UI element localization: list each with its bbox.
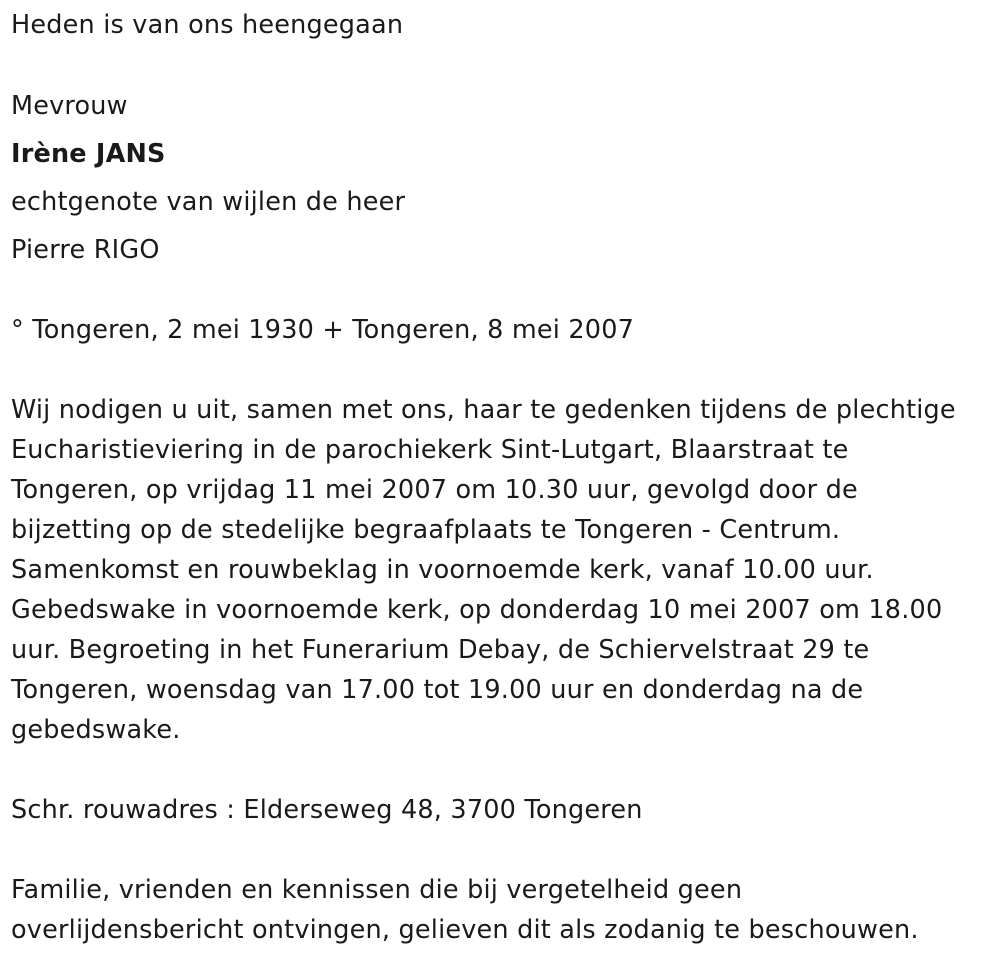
mourning-address: Schr. rouwadres : Elderseweg 48, 3700 Tongeren bbox=[11, 795, 643, 825]
mourning-address-paragraph bbox=[11, 790, 643, 830]
family-note-line: Familie, vrienden en kennissen die bij vergetelheid geen bbox=[11, 875, 743, 905]
spouse-name: Pierre RIGO bbox=[11, 235, 160, 265]
family-note-paragraph bbox=[11, 870, 919, 950]
deceased-name-paragraph bbox=[11, 134, 166, 174]
invitation-line: Eucharistieviering in de parochiekerk Sint-Lutgart, Blaarstraat te bbox=[11, 435, 849, 465]
announcement-text: Heden is van ons heengegaan bbox=[11, 10, 404, 40]
family-note-line: overlijdensbericht ontvingen, gelieven dit als zodanig te beschouwen. bbox=[11, 915, 919, 945]
invitation-paragraph bbox=[11, 390, 956, 750]
birth-death-dates: ° Tongeren, 2 mei 1930 + Tongeren, 8 mei 2007 bbox=[11, 315, 635, 345]
invitation-line: Samenkomst en rouwbeklag in voornoemde kerk, vanaf 10.00 uur. bbox=[11, 555, 874, 585]
birth-death-paragraph bbox=[11, 310, 634, 350]
invitation-line: Wij nodigen u uit, samen met ons, haar te gedenken tijdens de plechtige bbox=[11, 395, 956, 425]
invitation-line: gebedswake. bbox=[11, 715, 181, 745]
honorific-paragraph bbox=[11, 86, 128, 126]
spouse-relation-text: echtgenote van wijlen de heer bbox=[11, 187, 406, 217]
announcement-paragraph bbox=[11, 5, 403, 45]
spouse-name-paragraph bbox=[11, 230, 160, 270]
invitation-line: Gebedswake in voornoemde kerk, op donderdag 10 mei 2007 om 18.00 bbox=[11, 595, 943, 625]
invitation-line: Tongeren, op vrijdag 11 mei 2007 om 10.30 uur, gevolgd door de bbox=[11, 475, 858, 505]
deceased-name: Irène JANS bbox=[11, 139, 166, 169]
invitation-line: Tongeren, woensdag van 17.00 tot 19.00 uur en donderdag na de bbox=[11, 675, 864, 705]
invitation-line: bijzetting op de stedelijke begraafplaats te Tongeren - Centrum. bbox=[11, 515, 841, 545]
spouse-relation-paragraph bbox=[11, 182, 405, 222]
honorific-text: Mevrouw bbox=[11, 91, 128, 121]
invitation-line: uur. Begroeting in het Funerarium Debay, de Schiervelstraat 29 te bbox=[11, 635, 870, 665]
